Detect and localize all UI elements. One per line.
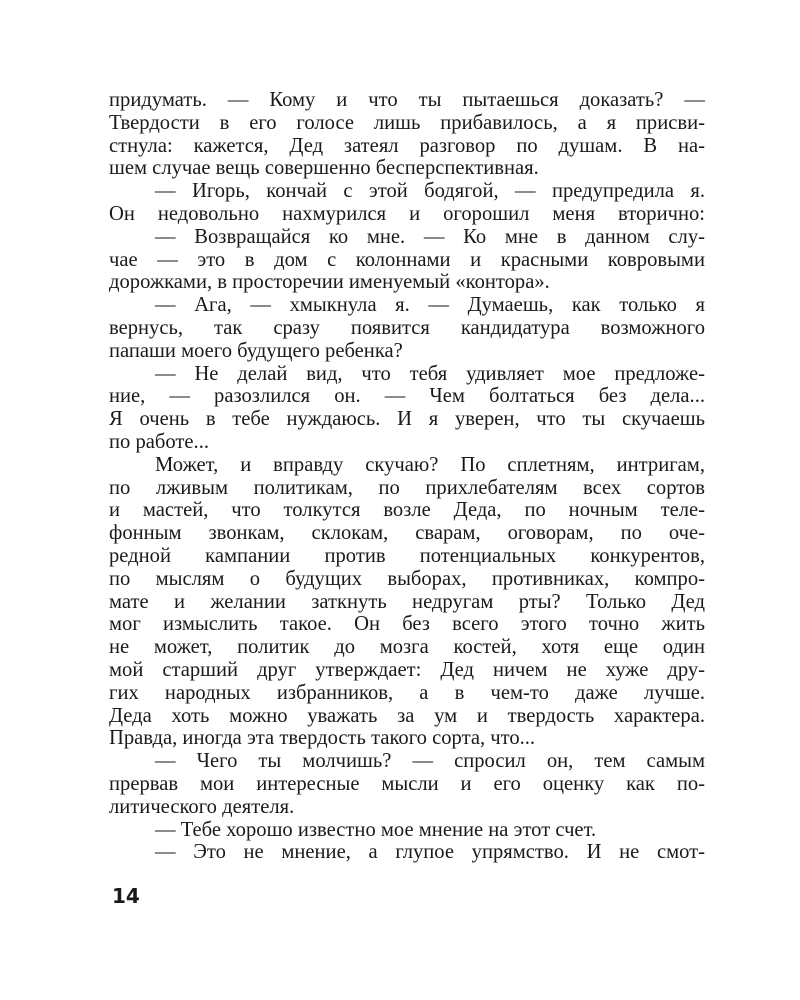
body-text (109, 89, 705, 864)
text-line: папаши моего будущего ребенка? (109, 339, 403, 362)
page-number: 14 (112, 884, 140, 908)
text-line: мой старший друг утверждает: Дед ничем не хуже дру- (109, 658, 705, 681)
text-line: мог измыслить такое. Он без всего этого точно жить (109, 613, 705, 636)
text-line: — Тебе хорошо известно мое мнение на этот счет. (155, 818, 597, 841)
text-line: придумать. — Кому и что ты пытаешься доказать? — (109, 89, 705, 111)
text-line: по лживым политикам, по прихлебателям всех сортов (109, 476, 705, 499)
text-line: мате и желании заткнуть недругам рты? Только Дед (109, 590, 705, 613)
text-line: редной кампании против потенциальных конкурентов, (109, 544, 705, 567)
text-line: Правда, иногда эта твердость такого сорта, что... (109, 727, 536, 750)
text-line: — Ага, — хмыкнула я. — Думаешь, как только я (155, 294, 705, 317)
text-line: Может, и вправду скучаю? По сплетням, интригам, (155, 453, 705, 476)
text-line: Твердости в его голосе лишь прибавилось, а я присви- (109, 111, 705, 134)
text-line: по работе... (109, 430, 209, 453)
text-line: — Это не мнение, а глупое упрямство. И не смот- (155, 841, 705, 864)
text-line: не может, политик до мозга костей, хотя еще один (109, 636, 705, 659)
text-line: — Чего ты молчишь? — спросил он, тем самым (155, 750, 705, 773)
text-line: ние, — разозлился он. — Чем болтаться без дела... (109, 385, 705, 408)
text-line: Деда хоть можно уважать за ум и твердость характера. (109, 704, 705, 727)
text-line: литического деятеля. (109, 795, 295, 818)
text-line: чае — это в дом с колоннами и красными ковровыми (109, 248, 705, 271)
text-line: гих народных избранников, а в чем-то даже лучше. (109, 681, 705, 704)
text-line: и мастей, что толкутся возле Деда, по ночным теле- (109, 499, 705, 522)
text-line: стнула: кажется, Дед затеял разговор по душам. В на- (109, 134, 705, 157)
text-line: вернусь, так сразу появится кандидатура возможного (109, 316, 705, 339)
text-line: Он недовольно нахмурился и огорошил меня вторично: (109, 202, 705, 225)
text-line: прервав мои интересные мысли и его оценку как по- (109, 772, 705, 795)
text-line: по мыслям о будущих выборах, противниках, компро- (109, 567, 705, 590)
text-line: дорожками, в просторечии именуемый «контора». (109, 271, 550, 294)
text-line: шем случае вещь совершенно бесперспективная. (109, 157, 539, 180)
text-line: — Игорь, кончай с этой бодягой, — предупредила я. (155, 180, 705, 203)
text-line: — Не делай вид, что тебя удивляет мое предложе- (155, 362, 705, 385)
text-line: Я очень в тебе нуждаюсь. И я уверен, что ты скучаешь (109, 408, 705, 431)
text-line: фонным звонкам, склокам, сварам, оговорам, по оче- (109, 522, 705, 545)
text-line: — Возвращайся ко мне. — Ко мне в данном слу- (155, 225, 705, 248)
